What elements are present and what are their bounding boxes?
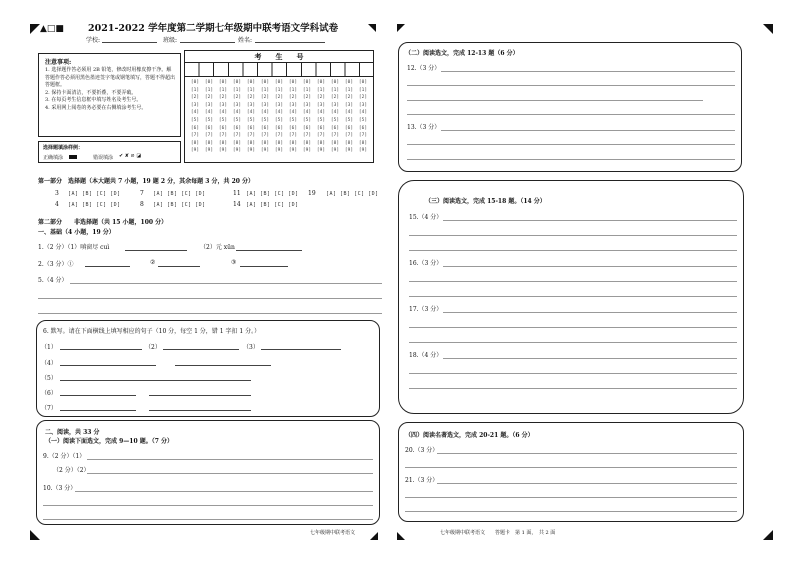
q16-field[interactable] [409, 296, 737, 297]
digit-bubble[interactable]: [4] [358, 110, 368, 116]
digit-bubble[interactable]: [1] [232, 87, 242, 93]
class-field[interactable] [180, 42, 235, 43]
digit-bubble[interactable]: [1] [316, 87, 326, 93]
digit-row [188, 132, 370, 140]
digit-bubble[interactable]: [2] [260, 95, 270, 101]
mc-q19[interactable]: 19 [308, 190, 316, 197]
q12-field[interactable] [441, 71, 735, 72]
digit-bubble[interactable]: [6] [316, 125, 326, 131]
q1-part1-field[interactable] [125, 250, 187, 251]
mc-q8-options[interactable]: [A] [B] [C] [D] [153, 202, 206, 208]
digit-bubble[interactable]: [7] [218, 133, 228, 139]
digit-bubble[interactable]: [6] [358, 125, 368, 131]
q18-label: 18.（4 分） [409, 352, 443, 359]
digit-bubble[interactable]: [4] [302, 110, 312, 116]
q15-label: 15.（4 分） [409, 214, 443, 221]
mc-q8[interactable]: 8 [140, 201, 144, 208]
digit-row [188, 140, 370, 148]
digit-bubble[interactable]: [3] [190, 102, 200, 108]
fill-correct-label: 正确填涂 [43, 155, 64, 161]
q10-field[interactable] [43, 519, 373, 520]
digit-bubble[interactable]: [9] [204, 148, 214, 154]
q20-field[interactable] [405, 467, 737, 468]
note-item: 1. 选择题作答必须用 2B 铅笔，修改时用橡皮擦干净。解答题作答必须用黑色墨迹签字笔或钢笔填写，答题不得超出答题框。 [45, 67, 176, 88]
q1-part2-field[interactable] [236, 250, 302, 251]
digit-bubble[interactable]: [8] [260, 140, 270, 146]
digit-bubble[interactable]: [2] [218, 95, 228, 101]
section4-title: （四）阅读名著选文，完成 20-21 题。（6 分） [405, 432, 534, 439]
fill-wrong-label: 错误填涂 [93, 155, 114, 161]
q5-label: 5.（4 分） [38, 277, 68, 284]
digit-bubble[interactable]: [5] [302, 117, 312, 123]
digit-bubble[interactable]: [0] [190, 80, 200, 85]
digit-bubble[interactable]: [2] [344, 95, 354, 101]
digit-bubble[interactable]: [9] [330, 148, 340, 154]
digit-row [188, 125, 370, 133]
corner-mark-tr [763, 24, 773, 34]
digit-bubble[interactable]: [2] [246, 95, 256, 101]
q18-field[interactable] [409, 388, 737, 389]
digit-bubble[interactable]: [8] [316, 140, 326, 146]
digit-bubble[interactable]: [0] [302, 80, 312, 85]
digit-bubble[interactable]: [1] [302, 87, 312, 93]
q6-item-2: （2） [145, 344, 161, 351]
school-label: 学校: [86, 37, 101, 44]
digit-row [188, 147, 370, 155]
q9-part2-field[interactable] [87, 473, 373, 474]
digit-bubble[interactable]: [4] [288, 110, 298, 116]
q12-field[interactable] [407, 100, 703, 101]
header-marks: ▲□■ [40, 24, 64, 34]
digit-bubble[interactable]: [6] [232, 125, 242, 131]
exam-number-header: 考 生 号 [185, 51, 373, 63]
exam-number-entry-row[interactable] [185, 62, 373, 77]
digit-bubble[interactable]: [5] [274, 117, 284, 123]
digit-bubble[interactable]: [2] [232, 95, 242, 101]
digit-bubble[interactable]: [7] [204, 133, 214, 139]
digit-bubble[interactable]: [7] [260, 133, 270, 139]
school-field[interactable] [102, 42, 157, 43]
digit-bubble[interactable]: [8] [190, 140, 200, 146]
digit-bubble[interactable]: [3] [358, 102, 368, 108]
digit-bubble[interactable]: [8] [218, 140, 228, 146]
q10-field[interactable] [75, 491, 373, 492]
q6-box [36, 320, 380, 417]
q18-field[interactable] [409, 373, 737, 374]
q2-field-2[interactable] [158, 266, 200, 267]
q6-field-5a[interactable] [60, 380, 156, 381]
q12-field[interactable] [407, 114, 735, 115]
digit-bubble[interactable]: [2] [316, 95, 326, 101]
q18-field[interactable] [443, 358, 737, 359]
q16-field[interactable] [409, 281, 737, 282]
digit-bubble[interactable]: [0] [316, 80, 326, 85]
digit-bubble[interactable]: [9] [232, 148, 242, 154]
mc-q4[interactable]: 4 [55, 201, 59, 208]
q12-label: 12.（3 分） [407, 65, 441, 72]
q5-answer-line[interactable] [70, 283, 382, 284]
section2-box [398, 42, 742, 172]
q6-field-1[interactable] [60, 349, 142, 350]
digit-row [188, 109, 370, 117]
digit-bubble[interactable]: [3] [344, 102, 354, 108]
digit-bubble[interactable]: [4] [218, 110, 228, 116]
digit-bubble[interactable]: [5] [218, 117, 228, 123]
notes-box [38, 53, 181, 137]
digit-bubble[interactable]: [2] [302, 95, 312, 101]
fill-example-title: 选择题填涂样例： [43, 145, 84, 151]
q2-field-3[interactable] [240, 266, 288, 267]
q13-label: 13.（3 分） [407, 124, 441, 131]
digit-bubble[interactable]: [4] [316, 110, 326, 116]
notes-title: 注意事项: [45, 59, 72, 66]
digit-bubble[interactable]: [6] [190, 125, 200, 131]
page-title: 2021-2022 学年度第二学期七年级期中联考语文学科试卷 [88, 23, 339, 34]
q6-item-4: （4） [41, 360, 57, 367]
digit-bubble[interactable]: [8] [358, 140, 368, 146]
digit-bubble[interactable]: [6] [344, 125, 354, 131]
digit-row [188, 79, 370, 87]
digit-bubble[interactable]: [4] [260, 110, 270, 116]
digit-bubble[interactable]: [3] [204, 102, 214, 108]
digit-bubble[interactable]: [2] [288, 95, 298, 101]
mc-q7-options[interactable]: [A] [B] [C] [D] [153, 191, 206, 197]
q2-label: 2.（3 分）① [38, 261, 74, 268]
digit-bubble[interactable]: [5] [330, 117, 340, 123]
q21-field[interactable] [405, 511, 737, 512]
digit-bubble[interactable]: [2] [190, 95, 200, 101]
part2-heading: 第二部分 非选择题（共 15 小题，100 分） [38, 219, 168, 226]
digit-bubble[interactable]: [6] [246, 125, 256, 131]
q15-field[interactable] [409, 250, 737, 251]
q5-answer-line[interactable] [38, 313, 382, 314]
digit-bubble[interactable]: [0] [274, 80, 284, 85]
digit-row [188, 102, 370, 110]
basics-heading: 一、基础（4 小题，19 分） [38, 229, 115, 236]
corner-mark-bm2 [397, 532, 405, 540]
digit-bubble[interactable]: [6] [302, 125, 312, 131]
digit-bubble[interactable]: [8] [330, 140, 340, 146]
mc-q11-options[interactable]: [A] [B] [C] [D] [246, 191, 299, 197]
q13-field[interactable] [407, 144, 735, 145]
digit-bubble[interactable]: [8] [204, 140, 214, 146]
digit-bubble[interactable]: [3] [302, 102, 312, 108]
part1-heading: 第一部分 选择题（本大题共 7 小题，19 题 2 分，其余每题 3 分，共 20 分） [38, 178, 255, 185]
digit-bubble[interactable]: [9] [344, 148, 354, 154]
mc-q14-options[interactable]: [A] [B] [C] [D] [246, 202, 299, 208]
corner-mark-bm [370, 532, 378, 540]
digit-bubble[interactable]: [0] [260, 80, 270, 85]
digit-bubble[interactable]: [5] [358, 117, 368, 123]
digit-bubble[interactable]: [0] [218, 80, 228, 85]
q9-part1-field[interactable] [87, 459, 373, 460]
q20-field[interactable] [437, 453, 737, 454]
q6-item-5: （5） [41, 375, 57, 382]
digit-bubble[interactable]: [5] [288, 117, 298, 123]
footer-left: 七年级期中联考语文 [310, 530, 356, 536]
digit-bubble[interactable]: [1] [274, 87, 284, 93]
digit-bubble[interactable]: [7] [246, 133, 256, 139]
note-item: 2. 保持卡面清洁，不要折叠，不要弄破。 [45, 89, 137, 96]
q21-field[interactable] [437, 483, 737, 484]
q15-field[interactable] [409, 235, 737, 236]
digit-bubble[interactable]: [0] [246, 80, 256, 85]
mc-q19-options[interactable]: [A] [B] [C] [D] [326, 191, 379, 197]
digit-bubble[interactable]: [6] [204, 125, 214, 131]
q9-part1-label: 9.（2 分）（1） [43, 453, 86, 460]
digit-bubble[interactable]: [4] [330, 110, 340, 116]
fill-correct-mark [69, 155, 77, 159]
digit-bubble[interactable]: [1] [246, 87, 256, 93]
digit-bubble[interactable]: [0] [204, 80, 214, 85]
digit-bubble[interactable]: [9] [358, 148, 368, 154]
q10-label: 10.（3 分） [43, 485, 77, 492]
q6-instructions: 6. 默写。请在下面横线上填写相应的句子（10 分，每空 1 分，错 1 字扣 1 分。） [43, 328, 261, 335]
corner-mark-bl [30, 530, 40, 540]
digit-bubble[interactable]: [5] [260, 117, 270, 123]
q2-field-1[interactable] [85, 266, 130, 267]
digit-bubble[interactable]: [7] [232, 133, 242, 139]
mc-q3[interactable]: 3 [55, 190, 59, 197]
digit-bubble[interactable]: [9] [260, 148, 270, 154]
digit-row [188, 94, 370, 102]
q17-label: 17.（3 分） [409, 306, 443, 313]
q2-label-3: ③ [231, 259, 237, 266]
digit-bubble[interactable]: [7] [358, 133, 368, 139]
corner-mark-tm2 [397, 24, 405, 32]
digit-bubble[interactable]: [6] [288, 125, 298, 131]
digit-bubble[interactable]: [2] [330, 95, 340, 101]
q16-label: 16.（3 分） [409, 260, 443, 267]
digit-bubble[interactable]: [4] [232, 110, 242, 116]
digit-bubble[interactable]: [8] [288, 140, 298, 146]
q6-item-1: （1） [41, 344, 57, 351]
section2-title: （二）阅读选文，完成 12-13 题（6 分） [405, 50, 519, 57]
reading-sub-heading: （一）阅读下面选文，完成 9—10 题。（7 分） [45, 438, 173, 445]
digit-bubble[interactable]: [0] [330, 80, 340, 85]
reading-box [36, 420, 380, 525]
q6-item-6: （6） [41, 390, 57, 397]
q10-field[interactable] [43, 505, 373, 506]
digit-bubble[interactable]: [8] [344, 140, 354, 146]
mc-q7[interactable]: 7 [140, 190, 144, 197]
q17-field[interactable] [443, 312, 737, 313]
digit-bubble[interactable]: [7] [316, 133, 326, 139]
q6-field-7b[interactable] [149, 410, 251, 411]
section3-box [398, 180, 744, 414]
section4-box [398, 422, 744, 522]
digit-bubble[interactable]: [2] [204, 95, 214, 101]
digit-bubble[interactable]: [1] [204, 87, 214, 93]
digit-bubble[interactable]: [3] [316, 102, 326, 108]
q6-field-3[interactable] [261, 349, 341, 350]
q1-part2-label: （2）元 xūn [200, 244, 235, 251]
section3-title: （三）阅读选文，完成 15-18 题。（14 分） [425, 198, 546, 205]
digit-bubble[interactable]: [5] [344, 117, 354, 123]
q6-field-4a[interactable] [60, 365, 156, 366]
digit-bubble[interactable]: [1] [288, 87, 298, 93]
corner-mark-br [763, 530, 773, 540]
digit-bubble[interactable]: [9] [218, 148, 228, 154]
digit-row [188, 117, 370, 125]
digit-bubble[interactable]: [1] [358, 87, 368, 93]
digit-bubble[interactable]: [1] [190, 87, 200, 93]
digit-bubble[interactable]: [8] [246, 140, 256, 146]
digit-bubble[interactable]: [9] [246, 148, 256, 154]
exam-number-box [184, 50, 374, 163]
digit-bubble[interactable]: [0] [358, 80, 368, 85]
digit-bubble[interactable]: [6] [260, 125, 270, 131]
fill-wrong-marks: ✔ ✘ ⊘ ◪ [119, 153, 142, 159]
q16-field[interactable] [443, 266, 737, 267]
digit-bubble[interactable]: [9] [190, 148, 200, 154]
digit-bubble[interactable]: [9] [274, 148, 284, 154]
digit-bubble[interactable]: [4] [204, 110, 214, 116]
q6-field-7a[interactable] [60, 410, 136, 411]
corner-mark-tl [30, 24, 40, 34]
digit-bubble[interactable]: [4] [246, 110, 256, 116]
digit-bubble[interactable]: [7] [344, 133, 354, 139]
q2-label-2: ② [150, 259, 156, 266]
q6-field-4b[interactable] [175, 365, 271, 366]
digit-bubble[interactable]: [0] [344, 80, 354, 85]
q6-item-7: （7） [41, 405, 57, 412]
digit-bubble[interactable]: [1] [344, 87, 354, 93]
digit-bubble[interactable]: [5] [246, 117, 256, 123]
digit-bubble[interactable]: [7] [302, 133, 312, 139]
digit-bubble[interactable]: [4] [274, 110, 284, 116]
mc-q4-options[interactable]: [A] [B] [C] [D] [68, 202, 121, 208]
q17-field[interactable] [409, 327, 737, 328]
digit-bubble[interactable]: [1] [260, 87, 270, 93]
name-label: 姓名: [238, 37, 253, 44]
notes-list [45, 67, 175, 112]
q5-answer-line[interactable] [38, 298, 382, 299]
q13-field[interactable] [441, 130, 735, 131]
digit-bubble[interactable]: [7] [190, 133, 200, 139]
digit-bubble[interactable]: [1] [218, 87, 228, 93]
digit-bubble[interactable]: [4] [344, 110, 354, 116]
digit-bubble[interactable]: [5] [190, 117, 200, 123]
reading-title: 二、阅读，共 33 分 [45, 429, 100, 436]
digit-bubble[interactable]: [4] [190, 110, 200, 116]
q12-field[interactable] [407, 85, 735, 86]
q1-part1-label: 1.（2 分）（1）嗔窗尽 cuì [38, 244, 110, 251]
digit-bubble[interactable]: [9] [316, 148, 326, 154]
digit-bubble[interactable]: [0] [288, 80, 298, 85]
digit-bubble[interactable]: [5] [232, 117, 242, 123]
digit-bubble[interactable]: [3] [274, 102, 284, 108]
digit-bubble[interactable]: [6] [218, 125, 228, 131]
digit-bubble[interactable]: [2] [358, 95, 368, 101]
name-field[interactable] [255, 42, 325, 43]
q9-part2-label: （2 分）（2） [53, 467, 90, 474]
digit-bubble[interactable]: [3] [330, 102, 340, 108]
footer-right: 七年级期中联考语文 答题卡 第 1 面， 共 2 面 [440, 530, 556, 536]
q6-field-5b[interactable] [149, 380, 251, 381]
digit-bubble[interactable]: [8] [232, 140, 242, 146]
digit-bubble[interactable]: [7] [330, 133, 340, 139]
digit-bubble[interactable]: [1] [330, 87, 340, 93]
q6-item-3: （3） [243, 344, 259, 351]
digit-bubble[interactable]: [9] [288, 148, 298, 154]
class-label: 班级: [163, 37, 178, 44]
digit-row [188, 87, 370, 95]
q6-field-6b[interactable] [149, 395, 251, 396]
corner-mark-tm [368, 24, 376, 32]
mc-q14[interactable]: 14 [233, 201, 241, 208]
digit-bubble[interactable]: [5] [204, 117, 214, 123]
q13-field[interactable] [407, 159, 735, 160]
fill-example-box [38, 141, 181, 163]
q6-field-2[interactable] [163, 349, 239, 350]
digit-bubble[interactable]: [3] [288, 102, 298, 108]
q21-label: 21.（3 分） [405, 477, 439, 484]
mc-q3-options[interactable]: [A] [B] [C] [D] [68, 191, 121, 197]
mc-q11[interactable]: 11 [233, 190, 241, 197]
digit-bubble[interactable]: [5] [316, 117, 326, 123]
digit-bubble[interactable]: [3] [232, 102, 242, 108]
digit-bubble[interactable]: [3] [218, 102, 228, 108]
digit-bubble[interactable]: [8] [274, 140, 284, 146]
digit-bubble[interactable]: [2] [274, 95, 284, 101]
digit-bubble[interactable]: [0] [232, 80, 242, 85]
q15-field[interactable] [443, 220, 737, 221]
note-item: 4. 采用网上阅卷的务必要在右侧填涂考生号。 [45, 104, 147, 111]
digit-bubble[interactable]: [6] [330, 125, 340, 131]
q20-label: 20.（3 分） [405, 447, 439, 454]
digit-bubble-grid[interactable] [188, 79, 370, 155]
digit-bubble[interactable]: [7] [288, 133, 298, 139]
q6-field-6a[interactable] [60, 395, 136, 396]
digit-bubble[interactable]: [8] [302, 140, 312, 146]
digit-bubble[interactable]: [6] [274, 125, 284, 131]
digit-bubble[interactable]: [9] [302, 148, 312, 154]
digit-bubble[interactable]: [7] [274, 133, 284, 139]
q21-field[interactable] [405, 497, 737, 498]
digit-bubble[interactable]: [3] [246, 102, 256, 108]
q17-field[interactable] [409, 342, 737, 343]
digit-bubble[interactable]: [3] [260, 102, 270, 108]
note-item: 3. 在每页考生信息框中填写姓名及考生号。 [45, 97, 142, 103]
